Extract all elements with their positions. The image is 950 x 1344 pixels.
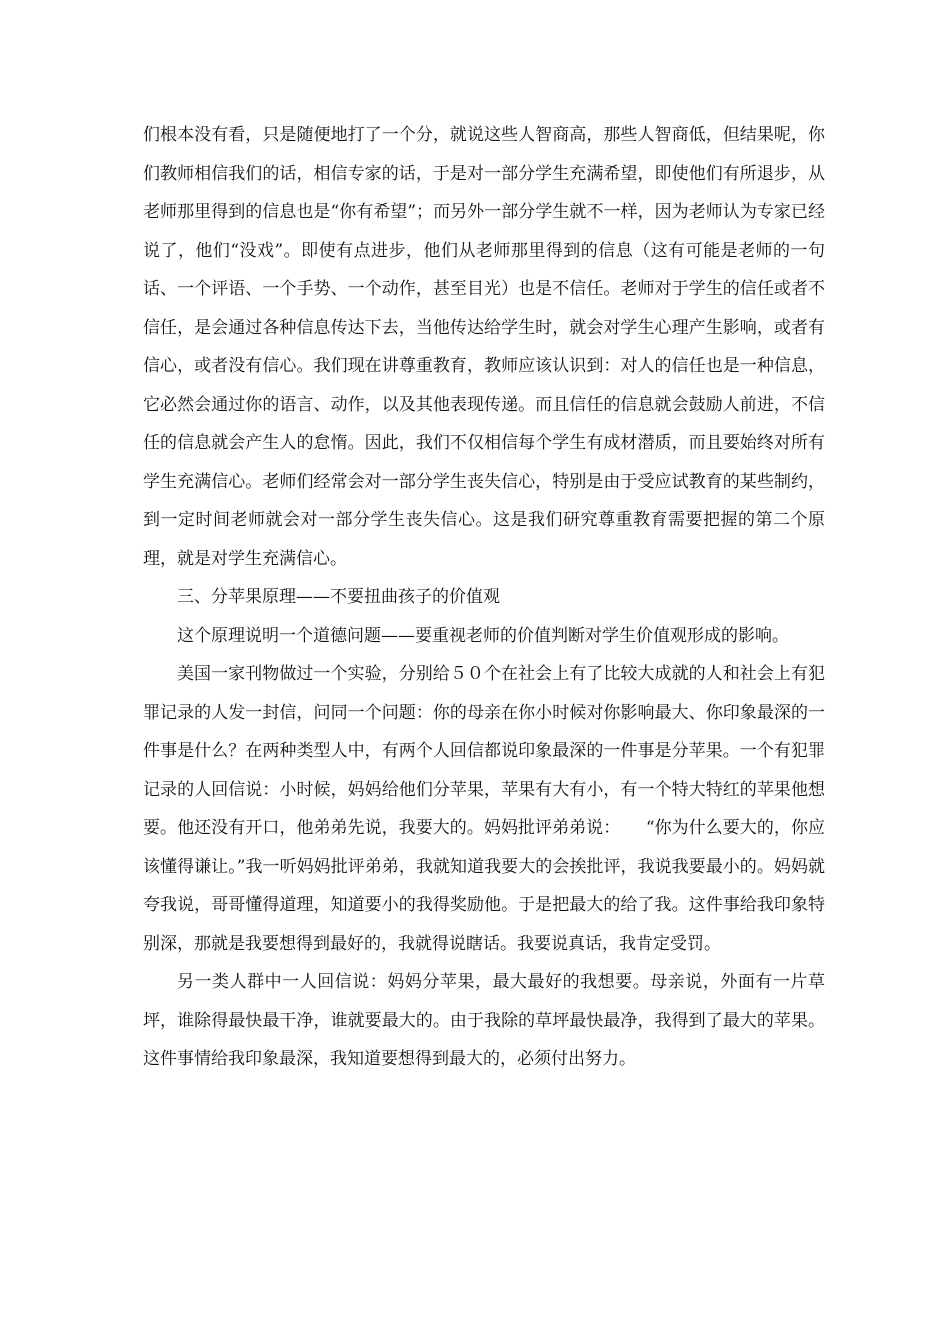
paragraph-second-reply: 另一类人群中一人回信说：妈妈分苹果，最大最好的我想要。母亲说，外面有一片草坪，谁除得最快最干净，谁就要最大的。由于我除的草坪最快最净，我得到了最大的苹果。这件事情给我印象最深，我知道要想得到最大的，必须付出努力。: [143, 972, 825, 1069]
section-heading: 三、分苹果原理——不要扭曲孩子的价值观: [177, 587, 500, 607]
paragraph-continuation: 们根本没有看，只是随便地打了一个分，就说这些人智商高，那些人智商低，但结果呢，你们教师相信我们的话，相信专家的话，于是对一部分学生充满希望，即使他们有所退步，从老师那里得到的信息也是“你有希望”；而另外一部分学生就不一样，因为老师认为专家已经说了，他们“没戏”。即使有点进步，他们从老师那里得到的信息（这有可能是老师的一句话、一个评语、一个手势、一个动作，甚至目光）也是不信任。老师对于学生的信任或者不信任，是会通过各种信息传达下去，当他传达给学生时，就会对学生心理产生影响，或者有信心，或者没有信心。我们现在讲尊重教育，教师应该认识到：对人的信任也是一种信息，它必然会通过你的语言、动作，以及其他表现传递。而且信任的信息就会鼓励人前进，不信任的信息就会产生人的怠惰。因此，我们不仅相信每个学生有成材潜质，而且要始终对所有学生充满信心。老师们经常会对一部分学生丧失信心，特别是由于受应试教育的某些制约，到一定时间老师就会对一部分学生丧失信心。这是我们研究尊重教育需要把握的第二个原理，就是对学生充满信心。: [143, 125, 825, 569]
document-body: [143, 116, 825, 1079]
paragraph-principle-description: 这个原理说明一个道德问题——要重视老师的价值判断对学生价值观形成的影响。: [177, 625, 789, 646]
paragraph-experiment: 美国一家刊物做过一个实验，分别给５０个在社会上有了比较大成就的人和社会上有犯罪记录的人发一封信，问同一个问题：你的母亲在你小时候对你影响最大、你印象最深的一件事是什么？在两种类型人中，有两个人回信都说印象最深的一件事是分苹果。一个有犯罪记录的人回信说：小时候，妈妈给他们分苹果，苹果有大有小，有一个特大特红的苹果他想要。他还没有开口，他弟弟先说，我要大的。妈妈批评弟弟说： “你为什么要大的，你应该懂得谦让。”我一听妈妈批评弟弟，我就知道我要大的会挨批评，我说我要最小的。妈妈就夸我说，哥哥懂得道理，知道要小的我得奖励他。于是把最大的给了我。这件事给我印象特别深，那就是我要想得到最好的，我就得说瞎话。我要说真话，我肯定受罚。: [143, 664, 825, 954]
